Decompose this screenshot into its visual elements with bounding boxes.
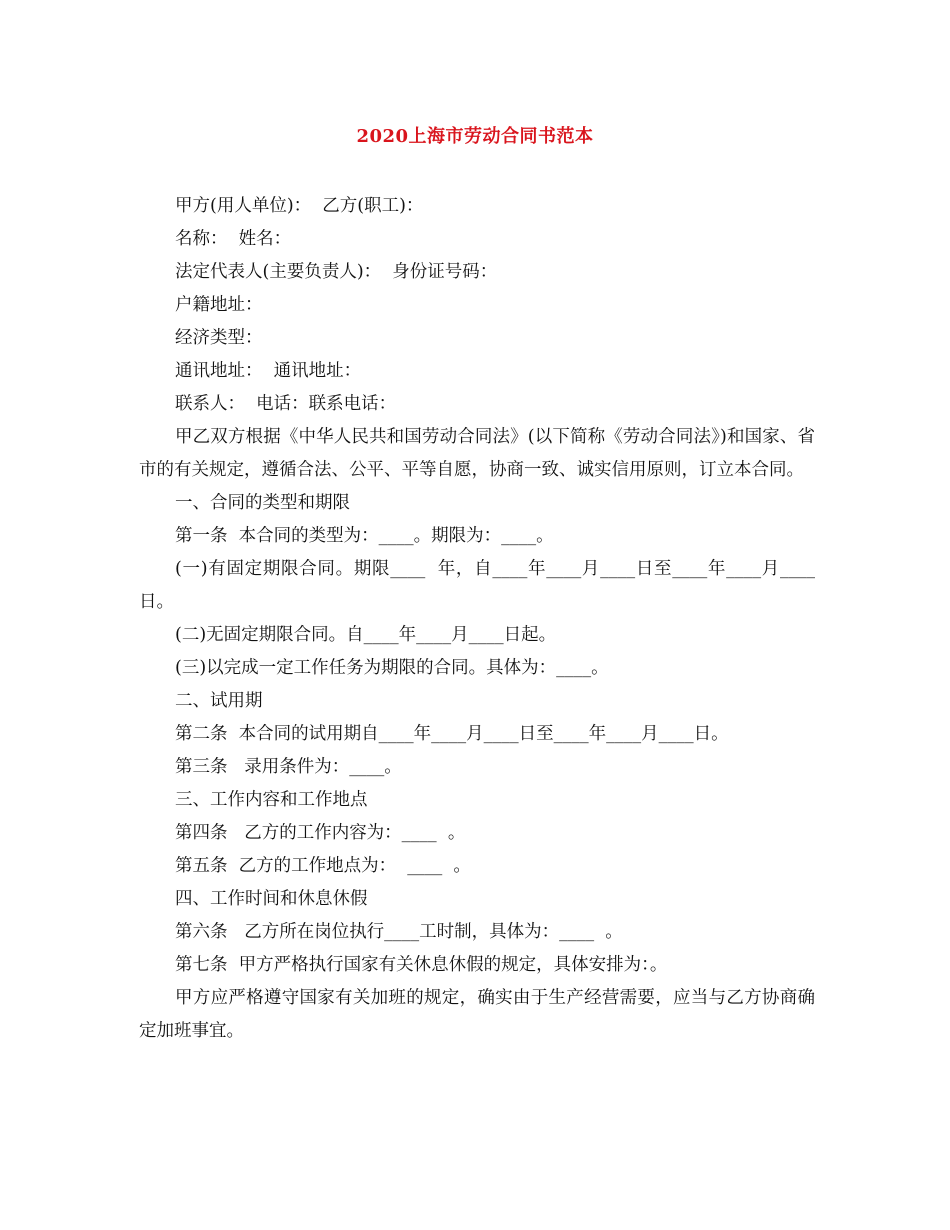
document-title: 2020上海市劳动合同书范本	[356, 126, 594, 147]
clause-paragraph: (一)有固定期限合同。期限____ 年，自____年____月____日至____年____月____日。	[139, 559, 815, 612]
section-heading: 一、合同的类型和期限	[175, 493, 350, 513]
article-paragraph: 第一条 本合同的类型为：____。期限为：____。	[175, 526, 554, 546]
article-paragraph: 第四条 乙方的工作内容为：____ 。	[175, 823, 466, 843]
section-heading: 四、工作时间和休息休假	[175, 889, 368, 909]
name-line: 名称： 姓名：	[175, 229, 292, 249]
article-paragraph: 第三条 录用条件为：____。	[175, 757, 402, 777]
legal-rep-line: 法定代表人(主要负责人)： 身份证号码：	[175, 262, 498, 282]
article-paragraph: 第二条 本合同的试用期自____年____月____日至____年____月____日。	[175, 724, 729, 744]
household-address-line: 户籍地址：	[175, 295, 263, 315]
document-body	[139, 190, 815, 1048]
article-paragraph: 第七条 甲方严格执行国家有关休息休假的规定，具体安排为：。	[175, 955, 668, 975]
article-paragraph: 第五条 乙方的工作地点为： ____ 。	[175, 856, 471, 876]
party-header-line: 甲方(用人单位)： 乙方(职工)：	[175, 196, 424, 216]
overtime-paragraph: 甲方应严格遵守国家有关加班的规定，确实由于生产经营需要，应当与乙方协商确定加班事宜。	[139, 988, 815, 1041]
clause-paragraph: (三)以完成一定工作任务为期限的合同。具体为：____。	[175, 658, 609, 678]
section-heading: 二、试用期	[175, 691, 263, 711]
article-paragraph: 第六条 乙方所在岗位执行____工时制，具体为：____ 。	[175, 922, 623, 942]
clause-paragraph: (二)无固定期限合同。自____年____月____日起。	[175, 625, 557, 645]
section-heading: 三、工作内容和工作地点	[175, 790, 368, 810]
mailing-address-line: 通讯地址： 通讯地址：	[175, 361, 362, 381]
preamble-paragraph: 甲乙双方根据《中华人民共和国劳动合同法》(以下简称《劳动合同法》)和国家、省市的有关规定，遵循合法、公平、平等自愿，协商一致、诚实信用原则，订立本合同。	[139, 427, 815, 480]
economic-type-line: 经济类型：	[175, 328, 263, 348]
contact-line: 联系人： 电话：联系电话：	[175, 394, 397, 414]
